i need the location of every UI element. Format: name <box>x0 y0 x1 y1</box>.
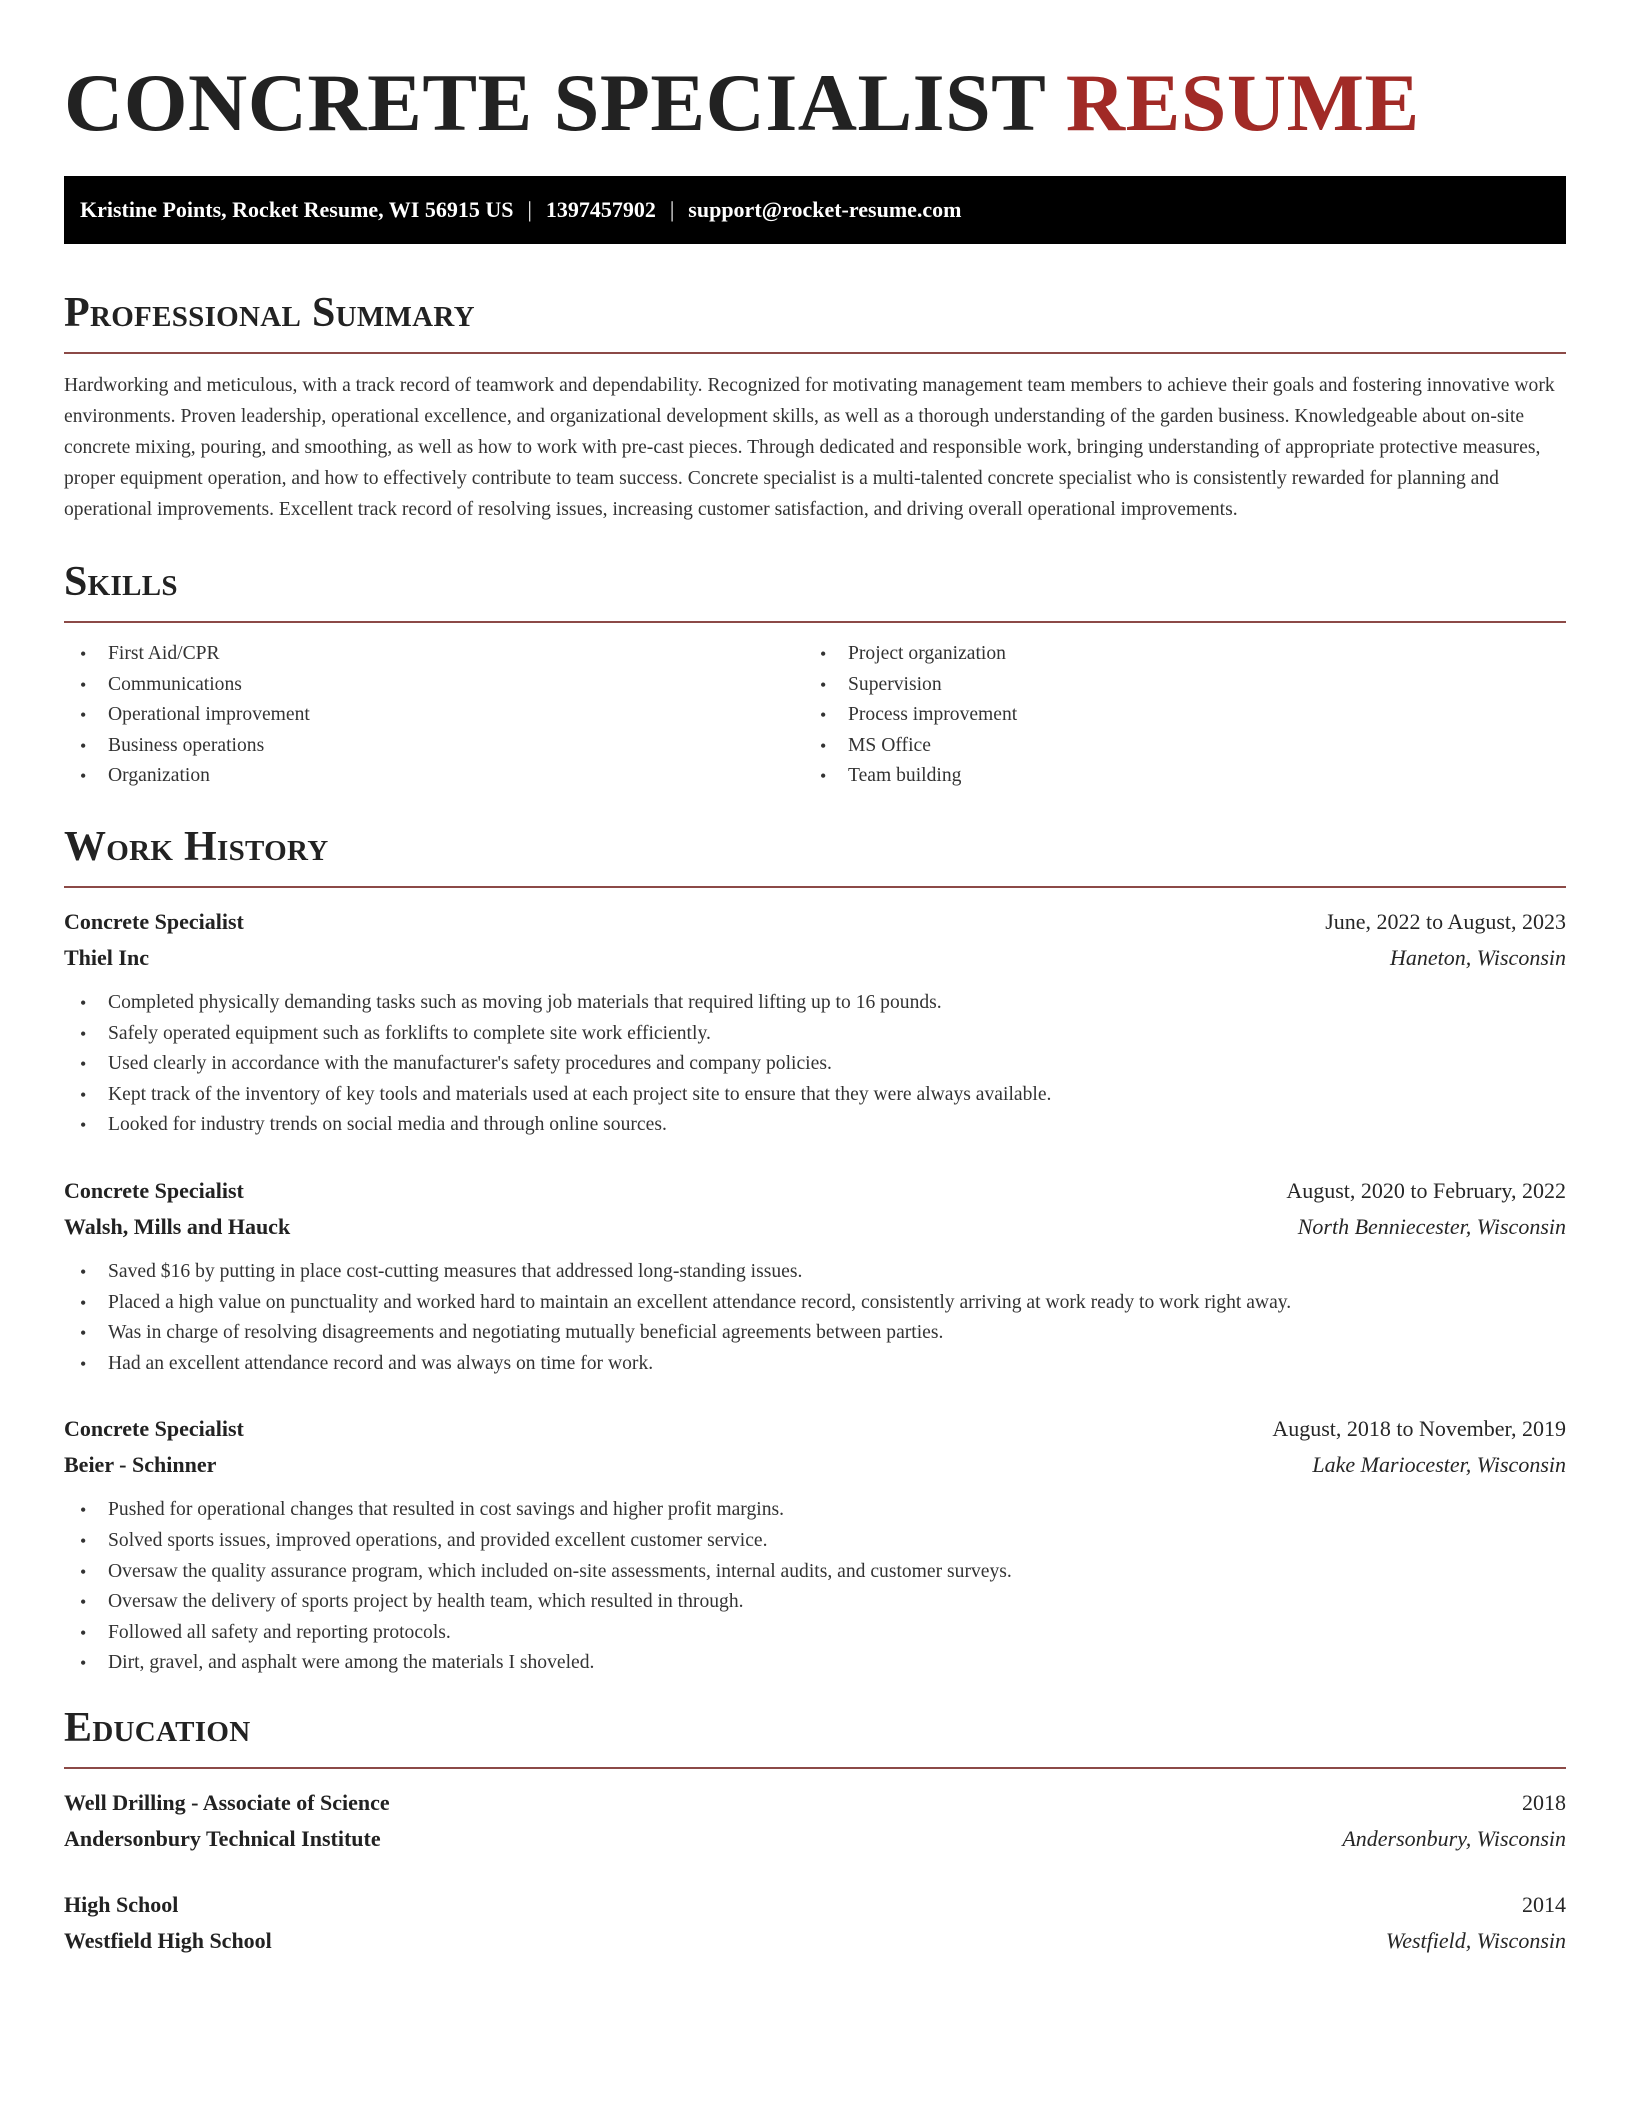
list-item: • Completed physically demanding tasks such as moving job materials that required lifting up to 16 pounds. <box>64 988 1566 1019</box>
education-degree: Well Drilling - Associate of Science <box>64 1789 390 1815</box>
resume-title <box>64 58 1566 148</box>
education-school: Andersonbury Technical Institute <box>64 1825 381 1851</box>
skill-item: • Communications <box>64 670 804 701</box>
job-duties <box>64 1257 1566 1379</box>
skills-section <box>64 557 1566 792</box>
skills-columns <box>64 639 1566 792</box>
skill-item: • Project organization <box>804 639 1544 670</box>
list-item: • Had an excellent attendance record and was always on time for work. <box>64 1349 1566 1380</box>
list-item: • Pushed for operational changes that resulted in cost savings and higher profit margins. <box>64 1495 1566 1526</box>
education-year: 2014 <box>1522 1891 1566 1917</box>
resume-page <box>64 0 1566 1959</box>
skills-list-right <box>804 639 1544 792</box>
job-duties <box>64 988 1566 1141</box>
summary-text: Hardworking and meticulous, with a track record of teamwork and dependability. Recognized for motivating management team members to achieve their goals and fostering innovative work environments. Proven leadership, operational excellence, and organizational development skills, as well as a thorough understanding of the garden business. Knowledgeable about on-site concrete mixing, pouring, and smoothing, as well as how to work with pre-cast pieces. Through dedicated and responsible work, bringing understanding of appropriate protective measures, proper equipment operation, and how to effectively contribute to team success. Concrete specialist is a multi-talented concrete specialist who is consistently rewarded for planning and operational improvements. Excellent track record of resolving issues, increasing customer satisfaction, and driving overall operational improvements. <box>64 375 1555 520</box>
section-divider <box>64 621 1566 623</box>
job-location: North Benniecester, Wisconsin <box>1297 1213 1566 1239</box>
skill-item: • Team building <box>804 761 1544 792</box>
job-company: Beier - Schinner <box>64 1452 217 1478</box>
section-heading-education: Education <box>64 1704 251 1751</box>
list-item: • Looked for industry trends on social media and through online sources. <box>64 1110 1566 1141</box>
section-heading-work-history: Work History <box>64 823 329 870</box>
section-divider <box>64 1767 1566 1769</box>
job-dates: August, 2018 to November, 2019 <box>1272 1416 1566 1442</box>
list-item: • Safely operated equipment such as forklifts to complete site work efficiently. <box>64 1019 1566 1050</box>
job-location: Haneton, Wisconsin <box>1390 944 1566 970</box>
job-title: Concrete Specialist <box>64 1177 244 1203</box>
job-title: Concrete Specialist <box>64 908 244 934</box>
contact-address: Kristine Points, Rocket Resume, WI 56915 US <box>80 197 514 222</box>
job-company: Walsh, Mills and Hauck <box>64 1213 291 1239</box>
contact-email: support@rocket-resume.com <box>688 197 962 222</box>
contact-separator: | <box>527 197 532 222</box>
list-item: • Placed a high value on punctuality and worked hard to maintain an excellent attendance record, consistently arriving at work ready to work right away. <box>64 1288 1566 1319</box>
job-title: Concrete Specialist <box>64 1416 244 1442</box>
education-location: Westfield, Wisconsin <box>1385 1927 1566 1953</box>
work-history-section <box>64 822 1566 1679</box>
section-heading-skills: Skills <box>64 559 178 605</box>
skill-item: • First Aid/CPR <box>64 639 804 670</box>
job-entry <box>64 1411 1566 1679</box>
list-item: • Used clearly in accordance with the manufacturer's safety procedures and company policies. <box>64 1049 1566 1080</box>
skill-item: • Organization <box>64 761 804 792</box>
contact-phone: 1397457902 <box>545 197 656 222</box>
list-item: • Oversaw the delivery of sports project by health team, which resulted in through. <box>64 1587 1566 1618</box>
section-divider <box>64 352 1566 354</box>
job-company: Thiel Inc <box>64 944 149 970</box>
skill-item: • MS Office <box>804 731 1544 762</box>
education-entry <box>64 1887 1566 1959</box>
contact-bar <box>64 176 1566 244</box>
job-dates: August, 2020 to February, 2022 <box>1286 1177 1566 1203</box>
list-item: • Solved sports issues, improved operations, and provided excellent customer service. <box>64 1526 1566 1557</box>
education-degree: High School <box>64 1891 179 1917</box>
education-location: Andersonbury, Wisconsin <box>1342 1825 1566 1851</box>
title-accent: RESUME <box>1065 57 1420 148</box>
list-item: • Kept track of the inventory of key tools and materials used at each project site to ensure that they were always available. <box>64 1080 1566 1111</box>
skill-item: • Process improvement <box>804 700 1544 731</box>
summary-section <box>64 288 1566 525</box>
list-item: • Oversaw the quality assurance program, which included on-site assessments, internal audits, and customer surveys. <box>64 1557 1566 1588</box>
skill-item: • Operational improvement <box>64 700 804 731</box>
list-item: • Was in charge of resolving disagreements and negotiating mutually beneficial agreements between parties. <box>64 1318 1566 1349</box>
title-main: CONCRETE SPECIALIST <box>64 57 1045 148</box>
list-item: • Followed all safety and reporting protocols. <box>64 1618 1566 1649</box>
list-item: • Dirt, gravel, and asphalt were among the materials I shoveled. <box>64 1648 1566 1679</box>
skill-item: • Business operations <box>64 731 804 762</box>
section-heading-summary: Professional Summary <box>64 290 475 336</box>
job-duties <box>64 1495 1566 1679</box>
skill-item: • Supervision <box>804 670 1544 701</box>
skills-list-left <box>64 639 804 792</box>
job-entry <box>64 1173 1566 1379</box>
contact-separator: | <box>669 197 675 222</box>
education-entry <box>64 1785 1566 1857</box>
education-section <box>64 1703 1566 1959</box>
education-year: 2018 <box>1522 1789 1566 1815</box>
section-divider <box>64 886 1566 888</box>
list-item: • Saved $16 by putting in place cost-cutting measures that addressed long-standing issues. <box>64 1257 1566 1288</box>
education-school: Westfield High School <box>64 1927 272 1953</box>
job-dates: June, 2022 to August, 2023 <box>1325 908 1566 934</box>
job-entry <box>64 904 1566 1141</box>
job-location: Lake Mariocester, Wisconsin <box>1312 1452 1566 1478</box>
